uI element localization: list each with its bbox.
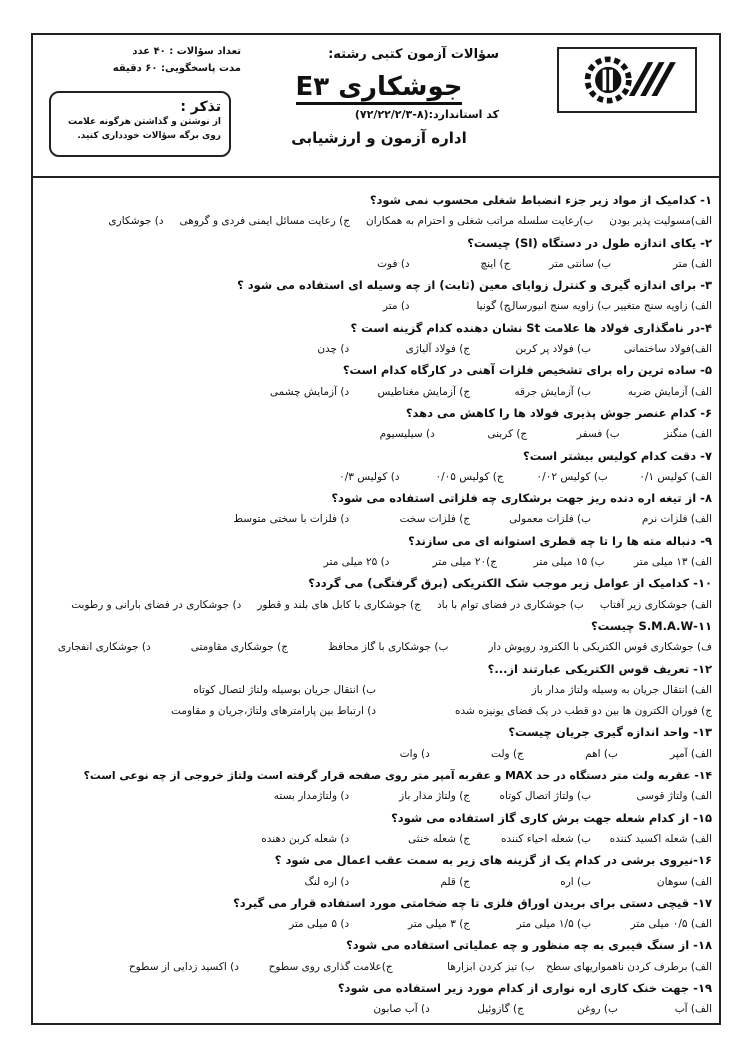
option-b: ب) شعله احیاء کننده (501, 832, 592, 845)
option-a: الف) آمپر (670, 747, 712, 760)
question-19 (40, 978, 712, 1021)
option-b: ب) ۱/۵ میلی متر (516, 918, 592, 931)
question-10 (40, 573, 712, 616)
question-6 (40, 403, 712, 446)
options (228, 509, 712, 530)
standard-code: کد استاندارد:(۸-۷۲/۲۲/۲/۳) (354, 108, 499, 121)
option-c: ج) فلزات سخت (399, 513, 471, 526)
question-14 (40, 765, 712, 808)
option-a: الف) ولتاژ قوسی (636, 790, 712, 803)
option-b: ب) اهم (585, 747, 618, 760)
option-a: الف) آزمایش ضربه (627, 385, 712, 398)
option-d: د) سیلیسیوم (379, 428, 435, 441)
option-b: ب) ولتاژ اتصال کوتاه (499, 790, 592, 803)
gear-logo-icon (559, 49, 695, 111)
option-d: د) وات (399, 747, 430, 760)
option-d: د) جوشکاری در فضای بارانی و رطوبت (71, 598, 242, 611)
question-text: ۱۰- کدامیک از عوامل زیر موجب شک الکتریکی (برق گرفتگی) می گردد؟ (308, 576, 712, 591)
option-c: ج) گازوئیل (477, 1003, 524, 1016)
option-d: د) کولیس ۰/۳ (339, 470, 400, 483)
question-7 (40, 446, 712, 489)
exam-title: سؤالات آزمون کتبی رشته: (328, 47, 499, 62)
option-a: الف) سوهان (656, 875, 712, 888)
option-a: الف) شعله اکسید کننده (609, 832, 712, 845)
question-3 (40, 275, 712, 318)
question-5 (40, 360, 712, 403)
option-d: د) آب صابون (373, 1003, 430, 1016)
notice-text-1: از نوشتن و گذاشتن هرگونه علامت (68, 117, 221, 127)
option-a: الف) زاویه سنج متغییر (614, 300, 712, 313)
option-c: ج) آزمایش مغناطیس (377, 385, 471, 398)
option-c: ج) قلم (440, 875, 471, 888)
option-d: د) جوشکاری انفجاری (57, 641, 151, 654)
course-name: جوشکاری E۳ (296, 72, 463, 105)
option-d: د) اکسید زدایی از سطوح (128, 960, 239, 973)
option-b: ب) تیز کردن ابزارها (447, 960, 535, 973)
option-d: د) شعله کربن دهنده (261, 832, 350, 845)
option-a: الف) برطرف کردن ناهمواریهای سطح (546, 960, 712, 973)
option-c: ج) ۳ میلی متر (407, 918, 471, 931)
question-text: ۹- دنباله مته ها را تا چه قطری استوانه ای می سازند؟ (408, 533, 712, 548)
option-b: ب) روغن (576, 1003, 618, 1016)
options (309, 296, 712, 317)
option-c: ج)۲۰ میلی متر (432, 556, 497, 569)
option-a: الف) جوشکاری زیر آفتاب (599, 598, 712, 611)
option-c: ج) فولاد آلیاژی (405, 343, 471, 356)
option-a: الف) منگنز (664, 428, 712, 441)
question-text: ۱۴- عقربه ولت متر دستگاه در حد MAX و عقربه آمپر متر روی صفحه قرار گرفته است ولتاژ خروجی از چه نوعی است؟ (83, 769, 712, 783)
answer-time: مدت پاسخگویی: ۶۰ دقیقه (112, 63, 241, 74)
option-d: د) چدن (317, 343, 350, 356)
option-d: د) ۲۵ میلی متر (323, 556, 390, 569)
org-name: اداره آزمون و ارزشیابی (291, 129, 467, 147)
question-9 (40, 531, 712, 574)
organization-logo (557, 47, 697, 113)
title-block (259, 47, 499, 177)
option-c: ج) رعایت مسائل ایمنی فردی و گروهی (179, 215, 351, 228)
option-c: ج) فوران الکترون ها بین دو قطب در یک فضای یونیزه شده (454, 705, 712, 718)
option-d: د) آزمایش چشمی (269, 385, 350, 398)
option-d: د) فوت (377, 257, 410, 270)
question-13 (40, 722, 712, 765)
option-d: د) فلزات با سختی متوسط (233, 513, 350, 526)
option-b: ب) ۱۵ میلی متر (533, 556, 605, 569)
option-a: الف)فولاد ساختمانی (623, 343, 712, 356)
option-b: ب) جوشکاری با گاز محافظ (328, 641, 449, 654)
question-12 (40, 659, 712, 723)
header-divider (31, 176, 721, 178)
options (40, 595, 712, 616)
option-c: ج) جوشکاری با کابل های بلند و قطور (257, 598, 421, 611)
question-text: ۱- کدامیک از مواد زیر جزء انضباط شغلی محسوب نمی شود؟ (369, 193, 712, 207)
options (228, 829, 712, 850)
question-list (40, 190, 712, 1021)
option-b: ب) فلزات معمولی (509, 513, 592, 526)
question-text: ۱۲- تعریف قوس الکتریکی عبارتند از...؟ (487, 661, 712, 676)
option-c: ج) گونیا (476, 300, 511, 313)
option-d: د) جوشکاری (108, 215, 164, 228)
option-a: الف) آب (674, 1003, 712, 1016)
options (336, 999, 712, 1020)
options (40, 211, 712, 232)
option-a: ف) جوشکاری قوس الکتریکی با الکترود روپوش دار (488, 641, 712, 654)
option-a: الف) ۰/۵ میلی متر (630, 918, 712, 931)
question-1 (40, 190, 712, 233)
question-text: ۱۹- جهت خنک کاری اره نواری از کدام مورد زیر استفاده می شود؟ (337, 980, 712, 995)
option-b: ب) انتقال جریان بوسیله ولتاژ لتصال کوتاه (193, 683, 376, 696)
question-text: ۷- دقت کدام کولیس بیشتر است؟ (523, 448, 712, 463)
option-a: الف) متر (672, 257, 712, 270)
options (336, 744, 712, 765)
question-text: ۴-در نامگذاری فولاد ها علامت St نشان دهنده کدام گزینه است ؟ (350, 320, 712, 335)
options-row-2 (40, 701, 712, 722)
notice-title: تذکر : (180, 99, 221, 115)
option-b: ب) جوشکاری در فضای توام با باد (436, 598, 584, 611)
option-a: الف) انتقال جریان به وسیله ولتاژ مدار باز (531, 683, 712, 696)
option-b: ب) سانتی متر (549, 257, 612, 270)
options (40, 637, 712, 658)
notice-text-2: روی برگه سؤالات خودداری کنید. (77, 131, 221, 141)
option-b: ب) آزمایش جرقه (514, 385, 592, 398)
option-c: ج) جوشکاری مقاومتی (190, 641, 289, 654)
option-d: د) اره لنگ (304, 875, 350, 888)
question-text: ۱۵- از کدام شعله جهت برش کاری گاز استفاده می شود؟ (391, 810, 712, 825)
option-d: د) ۵ میلی متر (289, 918, 350, 931)
question-count: تعداد سؤالات : ۴۰ عدد (132, 46, 241, 57)
option-c: ج) کربنی (487, 428, 528, 441)
options (282, 552, 712, 573)
option-c: ج) اینچ (480, 257, 511, 270)
option-d: د) ارتباط بین پارامترهای ولتاژ،جریان و مقاومت (171, 705, 376, 718)
question-text: ۱۶-نیروی برشی در کدام یک از گزینه های زیر به سمت عقب اعمال می شود ؟ (274, 853, 712, 868)
option-a: الف) فلزات نرم (641, 513, 712, 526)
question-text: ۱۸- از سنگ فیبری به چه منظور و چه عملیاتی استفاده می شود؟ (346, 938, 712, 953)
option-c: ج) ولتاژ مدار باز (399, 790, 471, 803)
option-b: ب) فسفر (576, 428, 620, 441)
question-text: ۱۷- قیچی دستی برای بریدن اوراق فلزی تا چه ضخامتی مورد استفاده قرار می گیرد؟ (233, 895, 712, 910)
option-b: ب) اره (560, 875, 592, 888)
notice-box (49, 91, 231, 157)
option-a: الف)مسولیت پذیر بودن (609, 215, 712, 228)
question-text: ۵- ساده ترین راه برای تشخیص فلزات آهنی در کارگاه کدام است؟ (342, 363, 712, 378)
option-c: ج)علامت گذاری روی سطوح (268, 960, 393, 973)
question-16 (40, 850, 712, 893)
options (228, 786, 712, 807)
option-c: ج) کولیس ۰/۰۵ (435, 470, 504, 483)
option-b: ب) کولیس ۰/۰۲ (536, 470, 608, 483)
question-text: ۸- از تیغه اره دنده ریز جهت برشکاری چه فلزاتی استفاده می شود؟ (331, 491, 712, 506)
option-b: ب)رعایت سلسله مراتب شغلی و احترام به همکاران (366, 215, 594, 228)
question-8 (40, 488, 712, 531)
option-d: د) متر (382, 300, 410, 313)
option-b: ب) فولاد پر کربن (515, 343, 592, 356)
option-a: الف) ۱۳ میلی متر (634, 556, 712, 569)
question-text: ۱۱-S.M.A.W چیست؟ (590, 618, 712, 633)
course-title (259, 72, 499, 102)
exam-header (31, 33, 721, 179)
option-b: ب) زاویه سنج انیورسال (507, 300, 612, 313)
question-text: ۳- برای اندازه گیری و کنترل زوایای معین (ثابت) از چه وسیله ای استفاده می شود ؟ (237, 278, 712, 293)
question-17 (40, 893, 712, 936)
exam-meta (41, 43, 241, 77)
options (228, 382, 712, 403)
question-18 (40, 935, 712, 978)
question-11 (40, 616, 712, 659)
option-d: د) ولتاژمدار بسته (273, 790, 350, 803)
question-4 (40, 318, 712, 361)
options (121, 957, 712, 978)
option-c: ج) شعله خنثی (407, 832, 471, 845)
options-row-1 (40, 680, 712, 701)
question-text: ۶- کدام عنصر جوش پذیری فولاد ها را کاهش می دهد؟ (405, 405, 712, 420)
options (228, 872, 712, 893)
options (228, 339, 712, 360)
option-a: الف) کولیس ۰/۱ (639, 470, 712, 483)
question-text: ۲- یکای اندازه طول در دستگاه (SI) چیست؟ (467, 235, 712, 250)
options (309, 254, 712, 275)
options (295, 467, 712, 488)
question-15 (40, 808, 712, 851)
options (228, 914, 712, 935)
options (342, 424, 712, 445)
question-text: ۱۳- واحد اندازه گیری جریان چیست؟ (508, 725, 712, 740)
option-c: ج) ولت (491, 747, 524, 760)
question-2 (40, 233, 712, 276)
